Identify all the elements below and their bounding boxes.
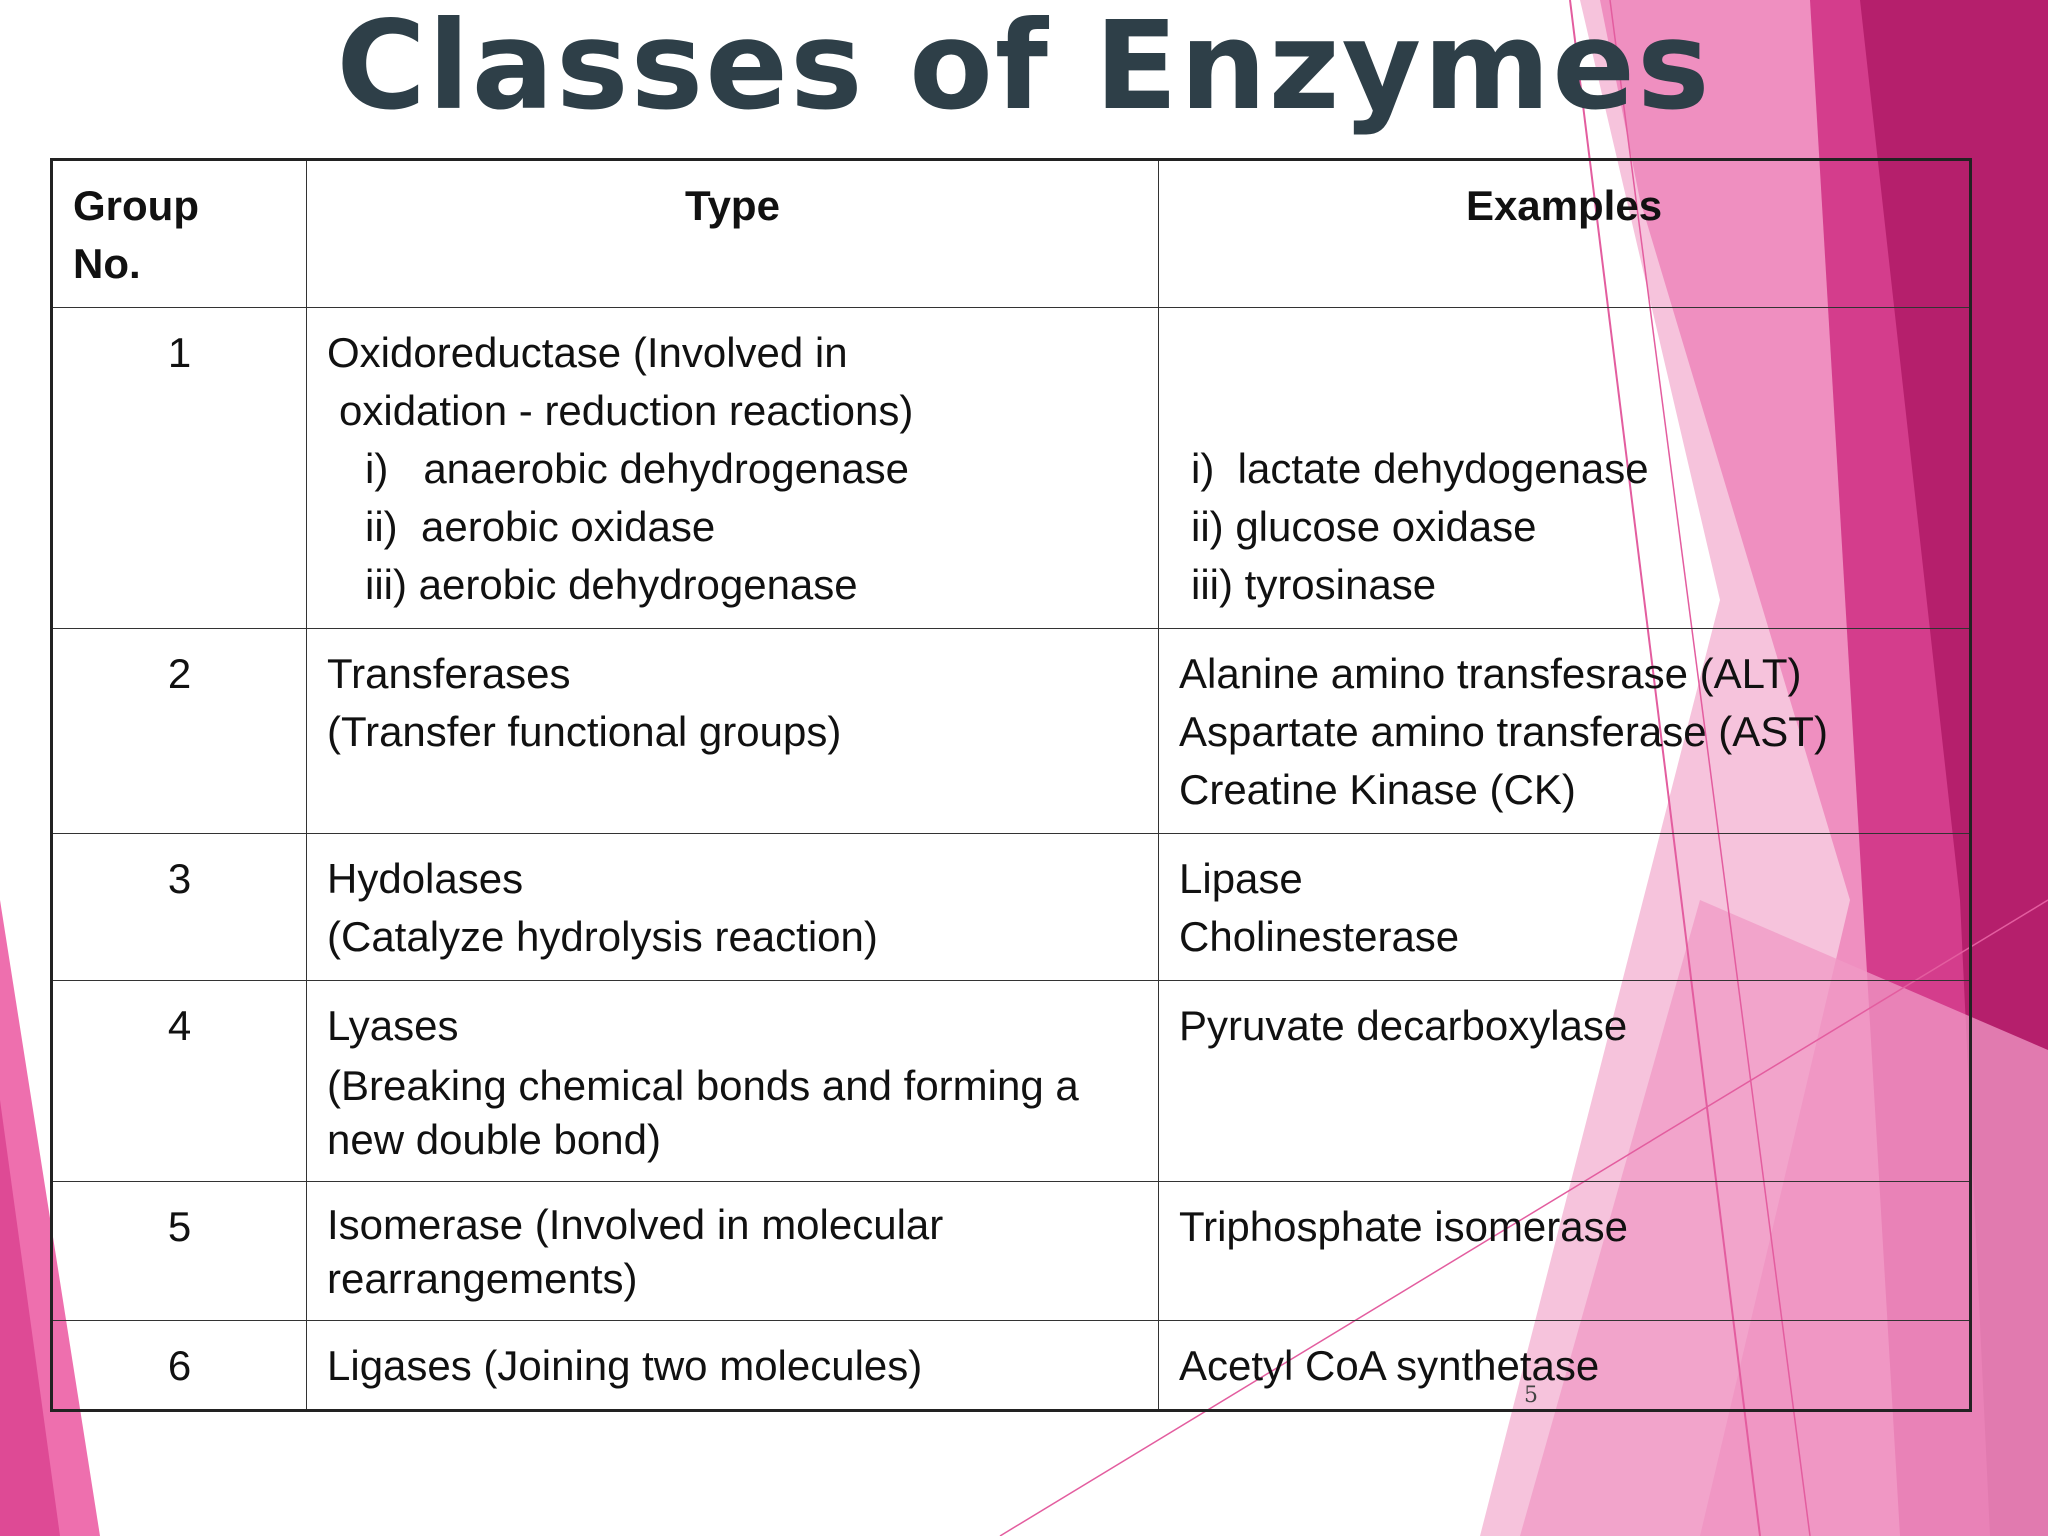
header-group-line1: Group — [73, 182, 199, 229]
type-line: iii) aerobic dehydrogenase — [365, 561, 858, 608]
example-line: iii) tyrosinase — [1191, 561, 1437, 608]
type-line: Ligases (Joining two molecules) — [327, 1342, 923, 1389]
example-line: Creatine Kinase (CK) — [1179, 766, 1576, 813]
table-row — [52, 834, 1971, 981]
header-group-line2: No. — [73, 240, 141, 287]
type-cell — [307, 629, 1159, 834]
group-number: 5 — [52, 1182, 307, 1321]
table-row — [52, 981, 1971, 1182]
type-line: ii) aerobic oxidase — [365, 503, 716, 550]
type-line: Hydolases — [327, 855, 524, 902]
type-cell — [307, 834, 1159, 981]
type-line: Lyases — [327, 1002, 459, 1049]
type-line: Oxidoreductase (Involved in — [327, 329, 848, 376]
page-title: Classes of Enzymes — [336, 0, 1712, 137]
type-cell — [307, 981, 1159, 1182]
group-number: 4 — [52, 981, 307, 1182]
example-line — [1179, 324, 1949, 382]
example-line: ii) glucose oxidase — [1191, 503, 1537, 550]
table-row — [52, 1321, 1971, 1411]
page-number: 5 — [1524, 1383, 1538, 1408]
examples-cell — [1159, 1182, 1971, 1321]
type-cell — [307, 1321, 1159, 1411]
group-number: 1 — [52, 308, 307, 629]
group-number: 6 — [52, 1321, 307, 1411]
table-row — [52, 308, 1971, 629]
example-line: Lipase — [1179, 855, 1303, 902]
header-type: Type — [307, 160, 1159, 308]
type-line: (Transfer functional groups) — [327, 708, 842, 755]
example-line: i) lactate dehydogenase — [1191, 445, 1649, 492]
enzyme-classes-table — [50, 158, 1972, 1412]
type-cell — [307, 1182, 1159, 1321]
example-line: Triphosphate isomerase — [1179, 1203, 1628, 1250]
header-group-no — [52, 160, 307, 308]
examples-cell — [1159, 981, 1971, 1182]
example-line: Pyruvate decarboxylase — [1179, 1002, 1628, 1049]
type-line: Transferases — [327, 650, 571, 697]
group-number: 3 — [52, 834, 307, 981]
example-line — [1179, 382, 1949, 440]
type-cell — [307, 308, 1159, 629]
examples-cell — [1159, 629, 1971, 834]
examples-cell — [1159, 1321, 1971, 1411]
table-header-row — [52, 160, 1971, 308]
examples-cell — [1159, 308, 1971, 629]
example-line: Acetyl CoA synthetase — [1179, 1342, 1600, 1389]
example-line: Alanine amino transfesrase (ALT) — [1179, 650, 1802, 697]
type-line: (Catalyze hydrolysis reaction) — [327, 913, 878, 960]
example-line: Cholinesterase — [1179, 913, 1460, 960]
table-row — [52, 629, 1971, 834]
type-line: (Breaking chemical bonds and forming a new double bond) — [327, 1062, 1079, 1163]
type-line: i) anaerobic dehydrogenase — [365, 445, 910, 492]
examples-cell — [1159, 834, 1971, 981]
group-number: 2 — [52, 629, 307, 834]
table-row — [52, 1182, 1971, 1321]
example-line: Aspartate amino transferase (AST) — [1179, 708, 1828, 755]
type-line: oxidation - reduction reactions) — [339, 387, 914, 434]
type-line: Isomerase (Involved in molecular rearrangements) — [327, 1201, 944, 1302]
header-examples: Examples — [1159, 160, 1971, 308]
